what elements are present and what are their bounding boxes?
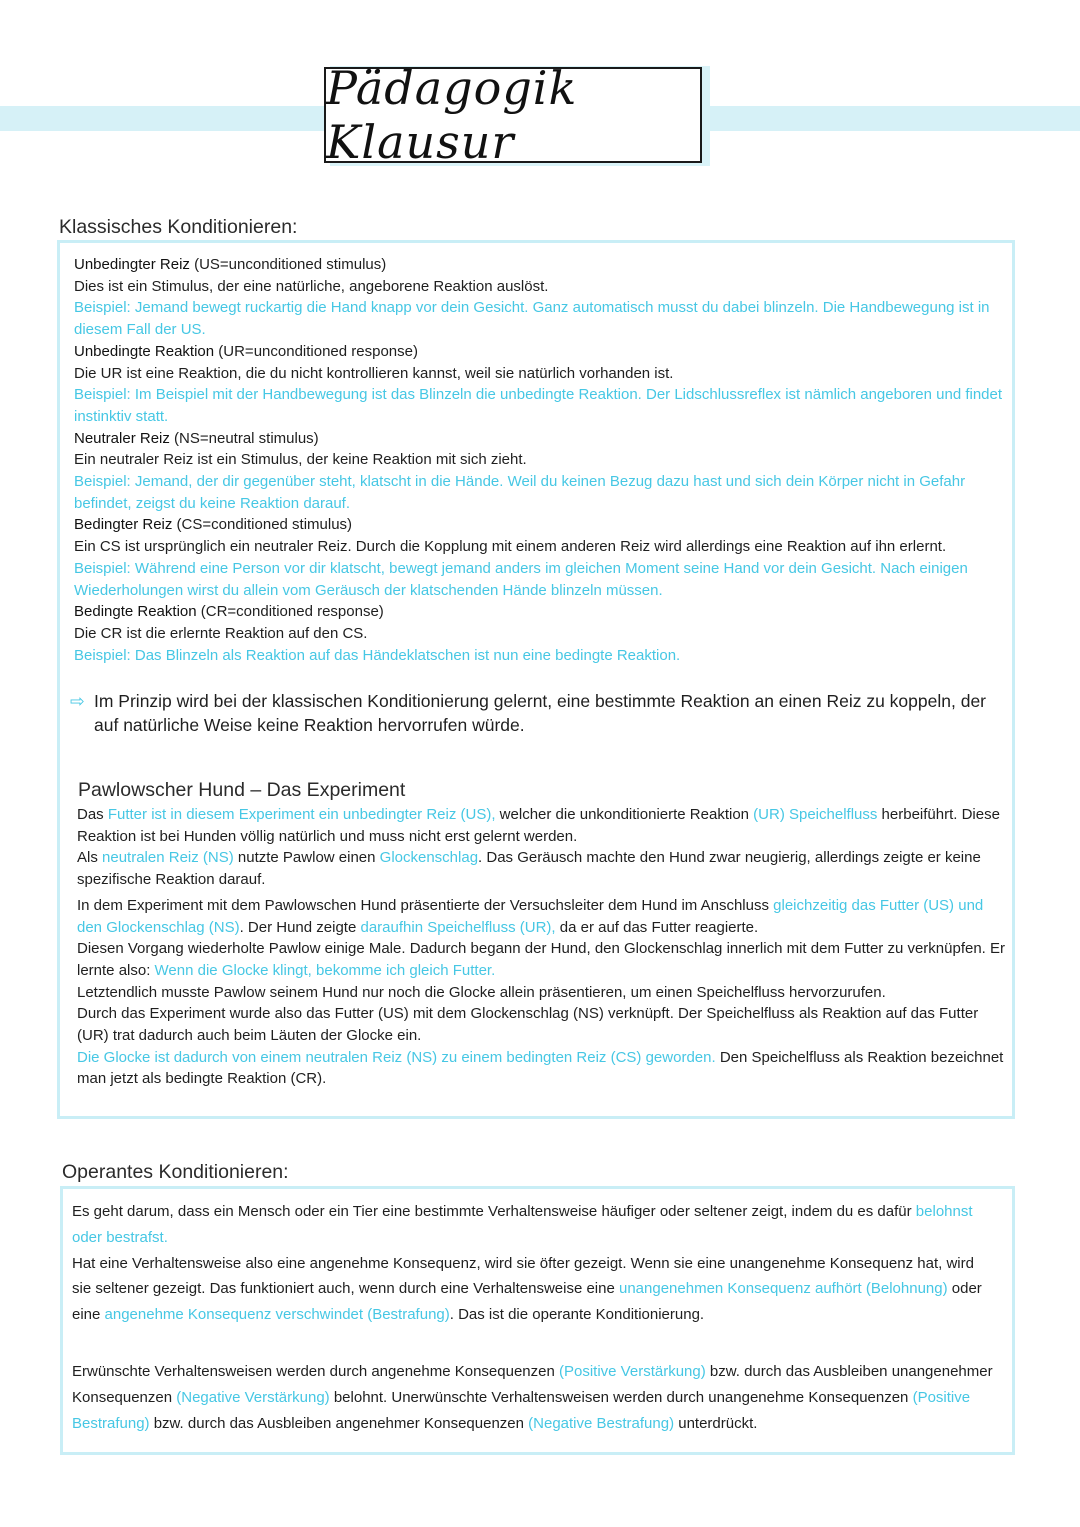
pawlow-p5: Letztendlich musste Pawlow seinem Hund nur noch die Glocke allein präsentieren, um einen Speichelfluss hervorzurufen. — [77, 983, 886, 1001]
pawlow-p2-d: Glockenschlag — [379, 849, 479, 867]
operant-p1-b: belohnst oder bestrafst. — [72, 1203, 973, 1246]
def-cs-term: Bedingter Reiz — [74, 516, 173, 534]
operant-p2 — [72, 1251, 997, 1328]
pawlow-p1-e: herbeiführt. Diese Reaktion ist bei Hunden völlig natürlich und muss nicht erst gelernt werden. — [77, 806, 1000, 845]
section-heading-klassisch: Klassisches Konditionieren: — [59, 216, 298, 238]
header-band-right — [703, 106, 1080, 131]
pawlow-p3-e: da er auf das Futter reagierte. — [555, 918, 759, 936]
def-us-term: Unbedingter Reiz — [74, 256, 190, 273]
def-ns-term: Neutraler Reiz — [74, 429, 170, 447]
pawlow-p7 — [77, 1047, 1007, 1090]
def-us-example: Beispiel: Jemand bewegt ruckartig die Hand knapp vor dein Gesicht. Ganz automatisch musst du dabei blinzeln. Die Handbewegung ist in diesem Fall der US. — [74, 299, 990, 339]
def-ur-example: Beispiel: Im Beispiel mit der Handbewegung ist das Blinzeln die unbedingte Reaktion. Der Lidschlussreflex ist nämlich angeboren und findet instinktiv statt. — [74, 386, 1003, 425]
arrow-right-icon: ⇨ — [70, 691, 85, 711]
pawlow-p4-a: Diesen Vorgang wiederholte Pawlow einige Male. Dadurch begann der Hund, den Glockenschlag innerlich mit dem Futter zu verknüpfen. Er lernte also: — [77, 940, 1006, 979]
pawlow-p1-b: Futter ist in diesem Experiment ein unbedingter Reiz (US), — [107, 806, 496, 823]
pawlow-p7-b: Den Speichelfluss als Reaktion bezeichnet man jetzt als bedingte Reaktion (CR). — [77, 1048, 1004, 1088]
def-ns-example: Beispiel: Jemand, der dir gegenüber steht, klatscht in die Hände. Weil du keinen Bezug dazu hast und sich dein Körper nicht in Gefahr befindet, zeigst du keine Reaktion darauf. — [74, 473, 966, 512]
pawlow-p3-d: daraufhin Speichelfluss (UR), — [360, 918, 556, 936]
def-ns-text: Ein neutraler Reiz ist ein Stimulus, der keine Reaktion mit sich zieht. — [74, 451, 527, 469]
operant-p3-g: bzw. durch das Ausbleiben angenehmer Konsequenzen — [149, 1414, 529, 1432]
operant-p3-d: (Negative Verstärkung) — [176, 1388, 330, 1406]
def-ns-abbr: (NS=neutral stimulus) — [169, 429, 319, 447]
def-cs-example: Beispiel: Während eine Person vor dir klatscht, bewegt jemand anders im gleichen Moment seine Hand vor dein Gesicht. Nach einigen Wiederholungen wirst du allein vom Geräusch der klatschenden Hände blinzeln müssen. — [74, 559, 968, 599]
operant-text — [72, 1199, 997, 1436]
operant-p2-b: unangenehmen Konsequenz aufhört (Belohnung) — [619, 1280, 948, 1298]
pawlow-p3-a: In dem Experiment mit dem Pawlowschen Hund präsentierte der Versuchsleiter dem Hund im Anschluss — [77, 896, 774, 914]
def-cr-abbr: (CR=conditioned response) — [196, 603, 384, 621]
pawlow-p1 — [77, 804, 1007, 847]
pawlow-p3 — [77, 895, 1007, 938]
pawlow-p4 — [77, 938, 1007, 981]
pawlow-p2-e: . Das Geräusch machte den Hund zwar neugierig, allerdings zeigte er keine spezifische Reaktion darauf. — [77, 849, 981, 889]
operant-p2-e: . Das ist die operante Konditionierung. — [449, 1306, 705, 1324]
pawlow-p2-b: neutralen Reiz (NS) — [102, 849, 234, 867]
pawlow-heading: Pawlowscher Hund – Das Experiment — [78, 779, 406, 801]
def-cr-text: Die CR ist die erlernte Reaktion auf den CS. — [74, 624, 368, 642]
def-us-abbr: (US=unconditioned stimulus) — [189, 256, 387, 273]
klassisch-box — [57, 240, 1015, 1119]
operant-p3-h: (Negative Bestrafung) — [528, 1414, 675, 1432]
def-cr-term: Bedingte Reaktion — [74, 603, 197, 621]
def-us-heading — [74, 254, 1004, 276]
def-cs-text: Ein CS ist ursprünglich ein neutraler Reiz. Durch die Kopplung mit einem anderen Reiz wird allerdings eine Reaktion auf ihn erlernt. — [74, 538, 947, 556]
pawlow-p1-c: welcher die unkonditionierte Reaktion — [495, 806, 754, 823]
def-ns-heading — [74, 428, 1004, 450]
def-us-text: Dies ist ein Stimulus, der eine natürliche, angeborene Reaktion auslöst. — [74, 277, 549, 295]
def-ur-abbr: (UR=unconditioned response) — [214, 342, 418, 360]
def-cr-example: Beispiel: Das Blinzeln als Reaktion auf das Händeklatschen ist nun eine bedingte Reaktion. — [74, 646, 681, 664]
operant-box — [60, 1186, 1015, 1455]
header-band-left — [0, 106, 326, 131]
summary-text: Im Prinzip wird bei der klassischen Konditionierung gelernt, eine bestimmte Reaktion an einen Reiz zu koppeln, der auf natürliche Weise keine Reaktion hervorrufen würde. — [94, 691, 987, 735]
def-cs-heading — [74, 514, 1004, 536]
operant-p3-c: bzw. durch das Ausbleiben unangenehmer Konsequenzen — [72, 1362, 993, 1406]
pawlow-text — [77, 804, 1007, 1090]
definitions — [74, 254, 1004, 666]
def-cs-abbr: (CS=conditioned stimulus) — [172, 516, 353, 534]
operant-p3 — [72, 1359, 997, 1436]
pawlow-p3-b: gleichzeitig das Futter (US) und den Glockenschlag (NS) — [77, 896, 984, 936]
pawlow-p3-c: . Der Hund zeigte — [239, 918, 361, 936]
operant-p3-a: Erwünschte Verhaltensweisen werden durch angenehme Konsequenzen — [72, 1362, 559, 1380]
operant-p3-b: (Positive Verstärkung) — [559, 1362, 706, 1380]
operant-p1-a: Es geht darum, dass ein Mensch oder ein Tier eine bestimmte Verhaltensweise häufiger oder seltener zeigt, indem du es dafür — [72, 1203, 916, 1220]
pawlow-p7-a: Die Glocke ist dadurch von einem neutralen Reiz (NS) zu einem bedingten Reiz (CS) geworden. — [77, 1048, 716, 1066]
title-box — [324, 61, 702, 169]
operant-p1 — [72, 1199, 997, 1251]
def-ur-term: Unbedingte Reaktion — [74, 342, 215, 360]
pawlow-p2-a: Als — [77, 849, 103, 867]
summary-block — [70, 689, 1010, 737]
pawlow-p6: Durch das Experiment wurde also das Futter (US) mit dem Glockenschlag (NS) verknüpft. Der Speichelfluss als Reaktion auf das Futter (UR) trat dadurch auch beim Läuten der Glocke ein. — [77, 1005, 979, 1045]
def-ur-heading — [74, 341, 1004, 363]
pawlow-p2 — [77, 847, 1007, 890]
def-ur-text: Die UR ist eine Reaktion, die du nicht kontrollieren kannst, weil sie natürlich vorhanden ist. — [74, 364, 674, 382]
pawlow-p4-b: Wenn die Glocke klingt, bekomme ich gleich Futter. — [154, 961, 496, 979]
operant-p3-e: belohnt. Unerwünschte Verhaltensweisen werden durch unangenehme Konsequenzen — [329, 1388, 913, 1406]
section-heading-operant: Operantes Konditionieren: — [62, 1161, 289, 1183]
pawlow-p1-d: (UR) Speichelfluss — [753, 806, 878, 823]
operant-p3-f: (Positive Bestrafung) — [72, 1388, 971, 1432]
pawlow-p1-a: Das — [77, 806, 108, 823]
operant-p2-c: oder eine — [72, 1280, 982, 1324]
page-title: Pädagogik Klausur — [326, 61, 578, 169]
pawlow-p2-c: nutzte Pawlow einen — [233, 849, 380, 867]
operant-p2-d: angenehme Konsequenz verschwindet (Bestrafung) — [104, 1306, 450, 1324]
operant-p3-i: unterdrückt. — [674, 1414, 758, 1432]
def-cr-heading — [74, 601, 1004, 623]
operant-p2-a: Hat eine Verhaltensweise also eine angenehme Konsequenz, wird sie öfter gezeigt. Wenn sie eine unangenehme Konsequenz hat, wird sie seltener gezeigt. Das funktioniert auch, wenn durch eine Verhaltensweise eine — [72, 1254, 974, 1298]
